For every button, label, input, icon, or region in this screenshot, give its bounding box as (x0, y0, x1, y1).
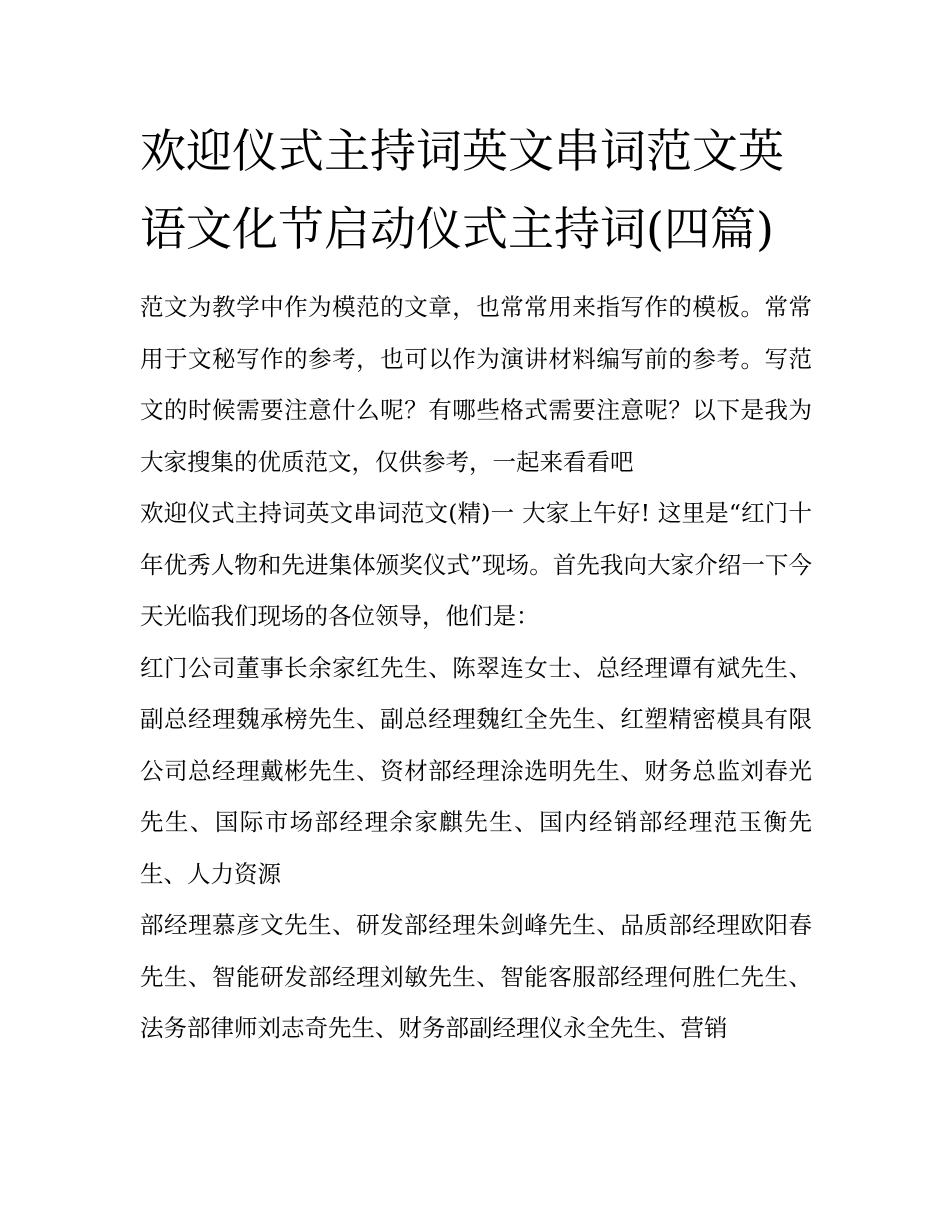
document-title: 欢迎仪式主持词英文串词范文英语文化节启动仪式主持词(四篇) (140, 124, 784, 256)
opening-paragraph: 欢迎仪式主持词英文串词范文(精)一 大家上午好! 这里是“红门十年优秀人物和先进集体颁奖仪式”现场。首先我向大家介绍一下今天光临我们现场的各位领导，他们是： (140, 499, 812, 630)
leaders-list-paragraph: 红门公司董事长余家红先生、陈翠连女士、总经理谭有斌先生、副总经理魏承榜先生、副总经理魏红全先生、红塑精密模具有限公司总经理戴彬先生、资材部经理涂选明先生、财务总监刘春光先生、国际市场部经理余家麒先生、国内经销部经理范玉衡先生、人力资源 (140, 653, 812, 888)
intro-paragraph: 范文为教学中作为模范的文章，也常常用来指写作的模板。常常用于文秘写作的参考，也可以作为演讲材料编写前的参考。写范文的时候需要注意什么呢？有哪些格式需要注意呢？以下是我为大家搜集的优质范文，仅供参考，一起来看看吧 (140, 293, 812, 476)
document-page (140, 112, 812, 1055)
department-managers-paragraph: 部经理慕彦文先生、研发部经理朱剑峰先生、品质部经理欧阳春先生、智能研发部经理刘敏先生、智能客服部经理何胜仁先生、法务部律师刘志奇先生、财务部副经理仪永全先生、营销 (140, 911, 812, 1042)
